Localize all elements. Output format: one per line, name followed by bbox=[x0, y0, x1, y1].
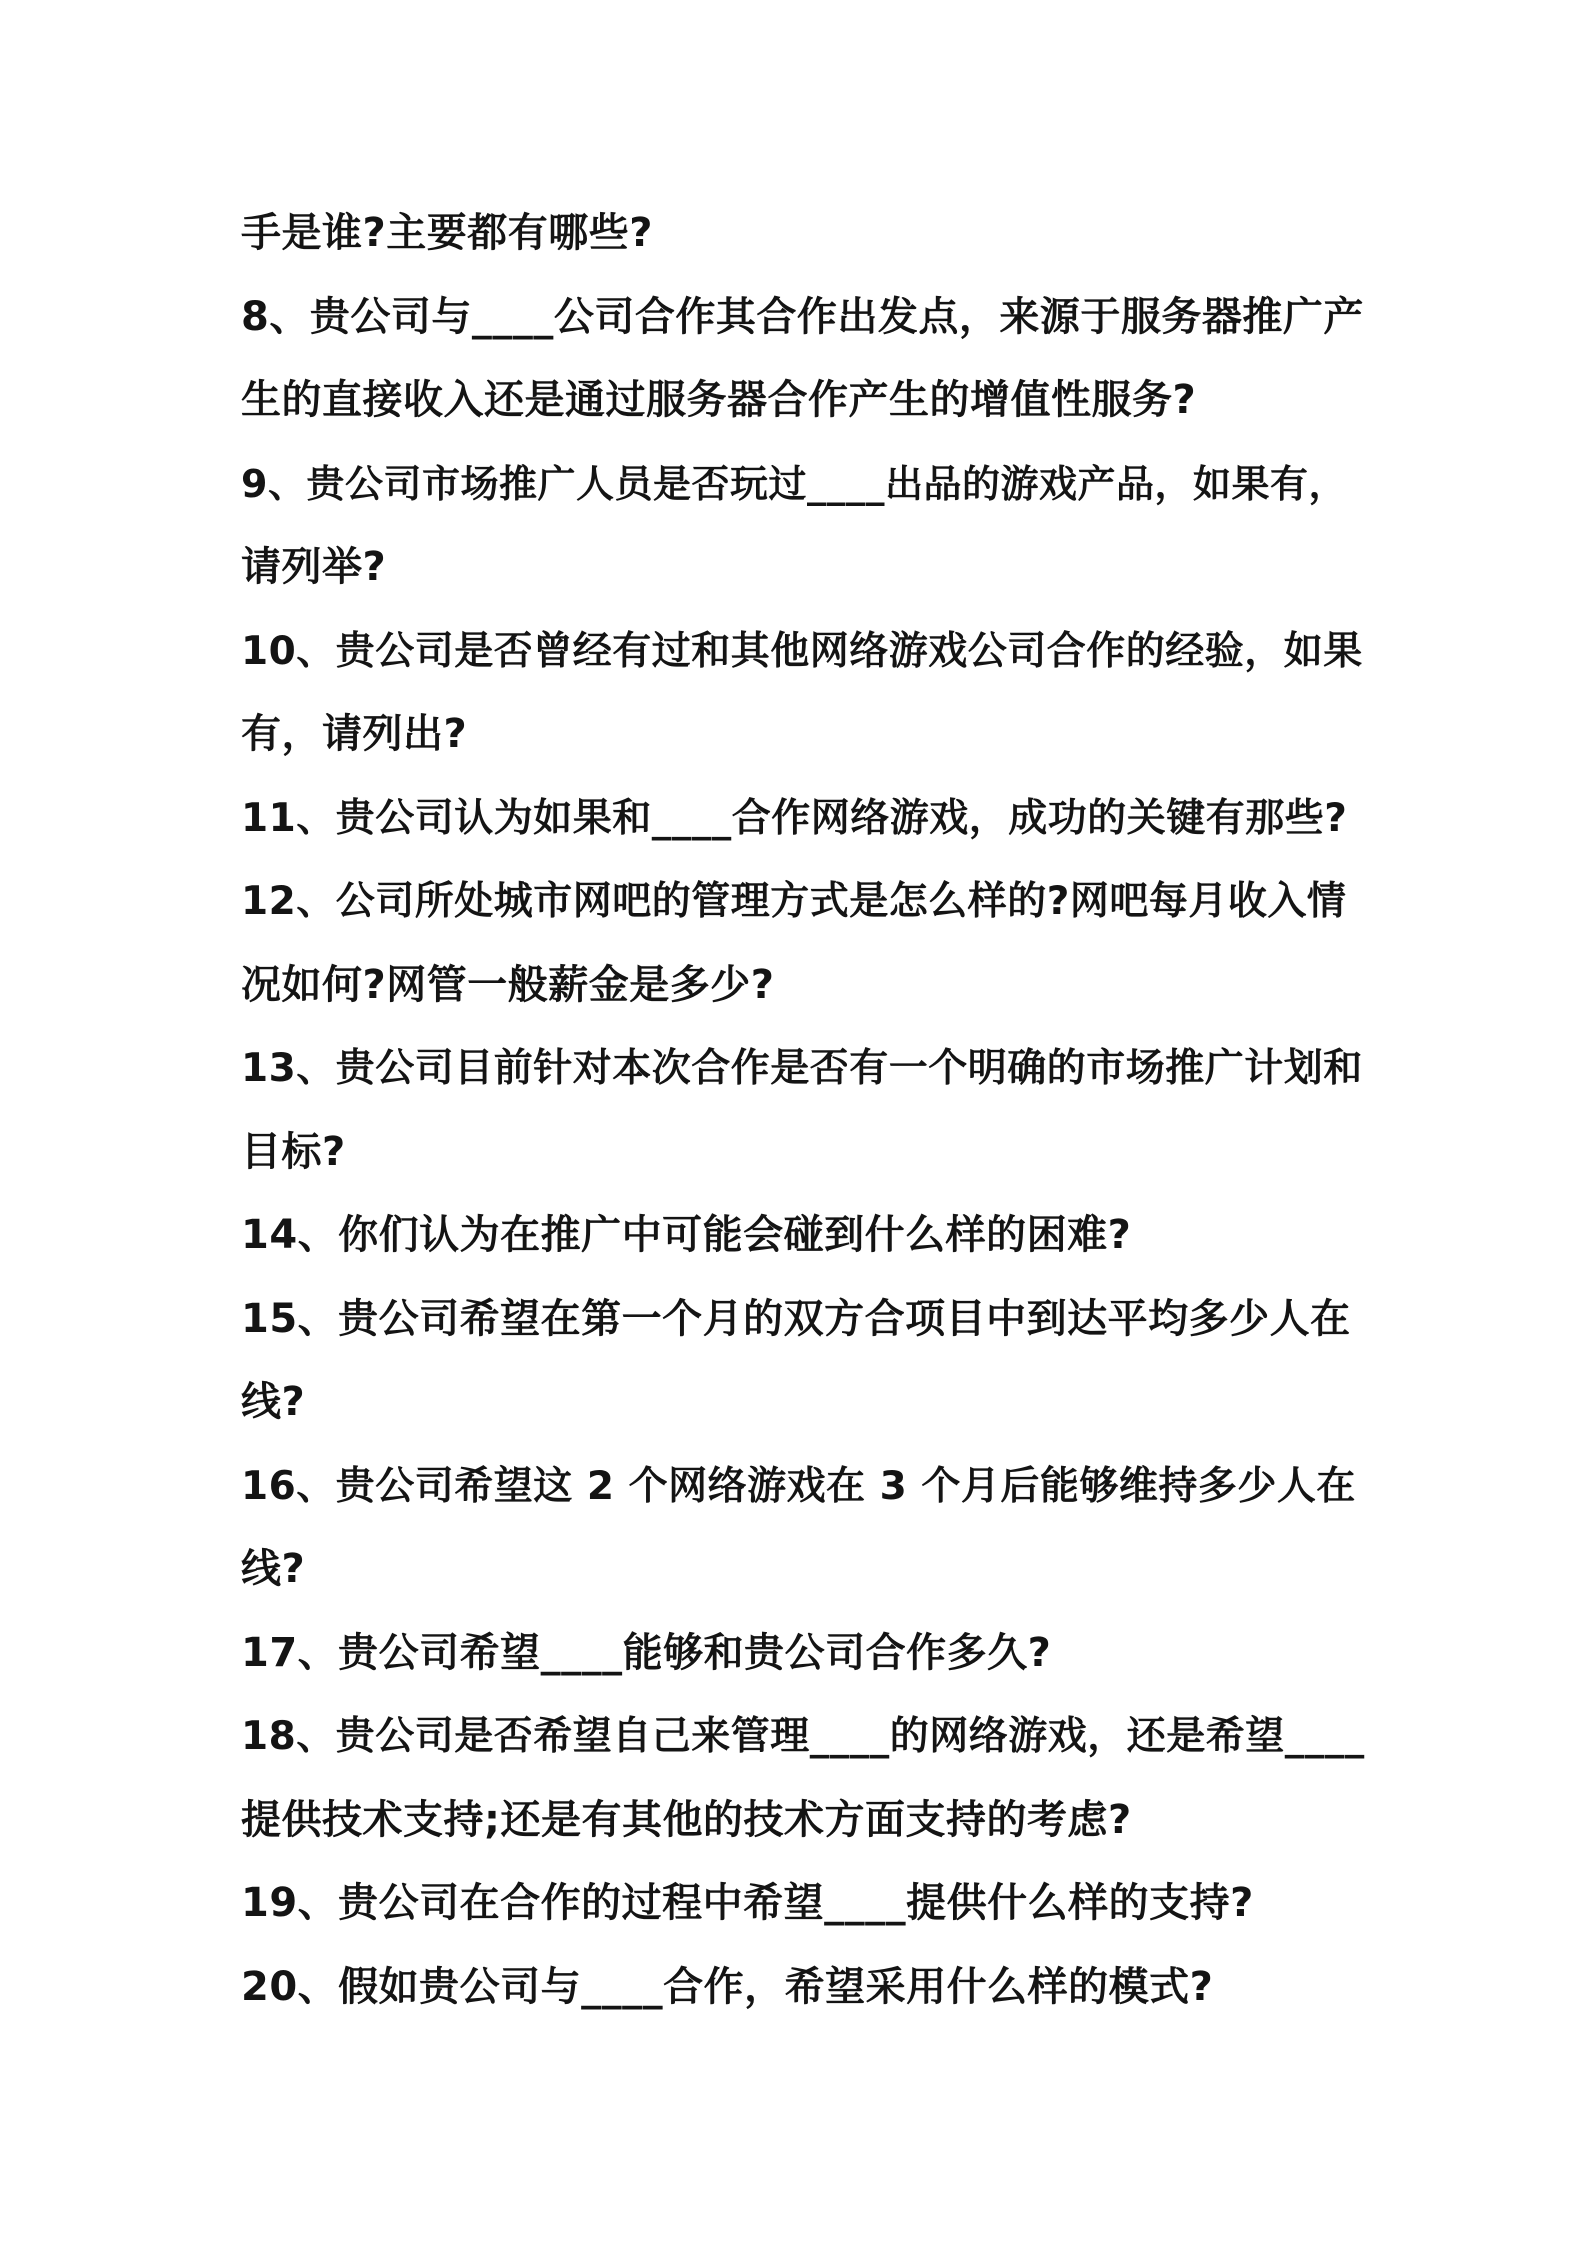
question-10-line-1: 10、贵公司是否曾经有过和其他网络游戏公司合作的经验，如果 bbox=[241, 628, 1363, 674]
question-12-line-2: 况如何?网管一般薪金是多少? bbox=[241, 961, 775, 1008]
question-15-line-2: 线? bbox=[241, 1379, 306, 1425]
question-10-line-2: 有，请列出? bbox=[241, 711, 468, 757]
document-body bbox=[241, 192, 1371, 2029]
question-13-line-2: 目标? bbox=[241, 1128, 346, 1175]
question-12-line-1: 12、公司所处城市网吧的管理方式是怎么样的?网吧每月收入情 bbox=[241, 879, 1347, 924]
question-11-line-1: 11、贵公司认为如果和____合作网络游戏，成功的关键有那些? bbox=[241, 795, 1348, 841]
question-19-line-1: 19、贵公司在合作的过程中希望____提供什么样的支持? bbox=[241, 1880, 1254, 1926]
text-line: 手是谁?主要都有哪些? bbox=[241, 210, 653, 256]
question-8-line-1: 8、贵公司与____公司合作其合作出发点，来源于服务器推广产 bbox=[241, 293, 1364, 340]
question-18-line-2: 提供技术支持;还是有其他的技术方面支持的考虑? bbox=[241, 1796, 1132, 1843]
question-16-line-1: 16、贵公司希望这 2 个网络游戏在 3 个月后能够维持多少人在 bbox=[241, 1463, 1356, 1509]
question-9-line-2: 请列举? bbox=[241, 544, 387, 590]
question-20-line-1: 20、假如贵公司与____合作，希望采用什么样的模式? bbox=[241, 1963, 1214, 2010]
question-18-line-1: 18、贵公司是否希望自己来管理____的网络游戏，还是希望____ bbox=[241, 1714, 1365, 1759]
question-13-line-1: 13、贵公司目前针对本次合作是否有一个明确的市场推广计划和 bbox=[241, 1046, 1363, 1091]
question-15-line-1: 15、贵公司希望在第一个月的双方合项目中到达平均多少人在 bbox=[241, 1295, 1351, 1342]
question-8-line-2: 生的直接收入还是通过服务器合作产生的增值性服务? bbox=[241, 377, 1197, 423]
question-14-line-1: 14、你们认为在推广中可能会碰到什么样的困难? bbox=[241, 1212, 1132, 1258]
question-16-line-2: 线? bbox=[241, 1546, 306, 1592]
question-17-line-1: 17、贵公司希望____能够和贵公司合作多久? bbox=[241, 1629, 1052, 1676]
question-9-line-1: 9、贵公司市场推广人员是否玩过____出品的游戏产品，如果有， bbox=[241, 461, 1347, 506]
